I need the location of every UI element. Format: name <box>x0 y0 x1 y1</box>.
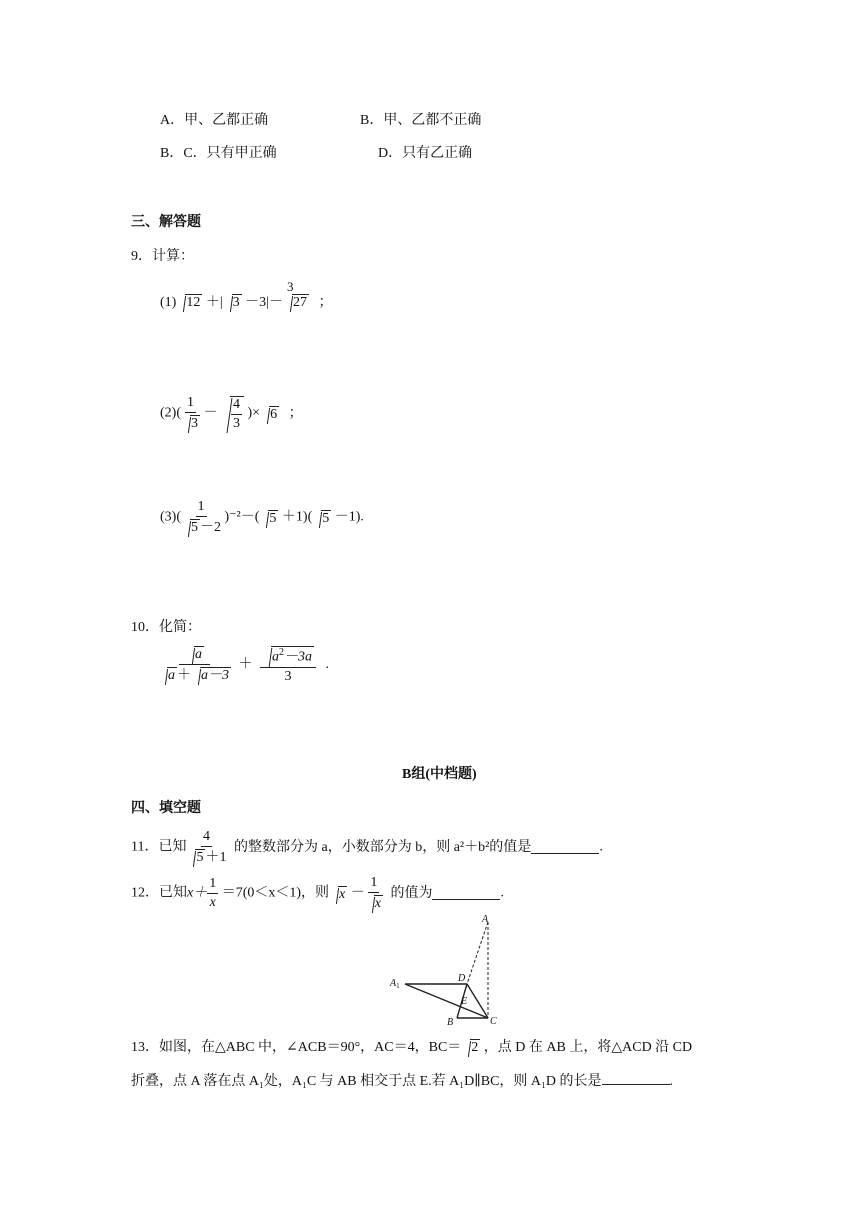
fraction-sqrt-a: $\frac{a}{a + a-3}$ <box>158 646 231 683</box>
question-9-part-1 <box>160 279 333 310</box>
minus: － <box>350 885 365 901</box>
question-12-condition: ＝7(0＜x＜1)，则 <box>221 885 330 901</box>
question-13-line-1 <box>131 1039 692 1055</box>
part-label: (1) <box>160 295 177 310</box>
label-E: E <box>461 996 468 1007</box>
question-12-end: . <box>500 885 504 901</box>
fraction-1-over-sqrt5-minus-2: $\frac{1}{5 -2}$ <box>181 500 221 535</box>
label-A1: $A_1$ <box>390 978 400 990</box>
option-c: B．C．只有甲正确 <box>160 146 277 161</box>
sqrt-x: x <box>329 886 347 902</box>
sqrt-6: 6 <box>260 406 279 422</box>
abs-close: －3|－ <box>245 295 283 310</box>
group-b-title: B组(中档题) <box>402 767 477 782</box>
question-10-expression <box>158 646 329 684</box>
section-title-3: 三、解答题 <box>131 215 201 230</box>
var-x: x＋ <box>187 885 208 901</box>
sqrt-5: 5 <box>312 510 331 526</box>
question-9-part-3 <box>160 500 364 535</box>
sqrt-12: 12 <box>176 294 202 310</box>
fraction-1-over-sqrt-x: $\frac{1}{x}$ <box>365 876 383 911</box>
question-13-text-b: ，点 D 在 AB 上，将△ACD 沿 CD <box>483 1040 693 1055</box>
sqrt-5: 5 <box>259 510 278 526</box>
question-9-stem: 9．计算： <box>131 249 194 264</box>
abs-open: ＋| <box>205 295 223 310</box>
sqrt-4-over-3: $\frac{4}{3}$ <box>221 396 244 431</box>
times: )× <box>247 405 261 421</box>
plus-one: ＋1)( <box>281 509 313 525</box>
question-9-part-2 <box>160 396 303 431</box>
part-end: －1). <box>334 509 364 525</box>
label-B: B <box>447 1017 454 1028</box>
question-13-text-a: 13．如图，在△ABC 中，∠ACB＝90°，AC＝4，BC＝ <box>131 1040 462 1055</box>
fraction-1-over-x: $\frac{1}{x}$ <box>209 876 217 910</box>
part-label: (3)( <box>160 509 181 525</box>
label-A: A <box>482 914 489 925</box>
question-13-line-2 <box>131 1072 673 1089</box>
dashed-AD <box>467 922 488 984</box>
question-13-end: . <box>669 1074 674 1089</box>
option-a: A．甲、乙都正确 <box>160 113 269 128</box>
section-title-4: 四、填空题 <box>131 801 201 816</box>
option-b: B．甲、乙都不正确 <box>360 113 482 128</box>
question-11 <box>131 830 603 865</box>
part-end: ； <box>288 405 303 421</box>
answer-blank[interactable] <box>432 887 500 900</box>
label-C: C <box>490 1016 497 1027</box>
question-11-text: 的整数部分为 a，小数部分为 b，则 a²＋b²的值是 <box>233 839 532 855</box>
answer-blank[interactable] <box>531 841 599 854</box>
sqrt-2: 2 <box>461 1039 480 1055</box>
plus: ＋ <box>238 656 253 672</box>
option-d: D．只有乙正确 <box>378 146 473 161</box>
question-10-stem: 10．化简： <box>131 620 201 635</box>
question-11-end: . <box>599 839 603 855</box>
question-12-prefix: 12．已知 <box>131 885 187 901</box>
question-13-text-c: 折叠，点 A 落在点 A₁处，A₁C 与 AB 相交于点 E.若 A₁D∥BC，则 A₁D 的长是 <box>131 1074 602 1089</box>
segment-DC <box>467 984 488 1018</box>
fraction-1-over-sqrt3: $\frac{1}{3}$ <box>181 396 200 431</box>
sqrt-3: 3 <box>223 294 242 310</box>
part-end: ； <box>318 295 333 310</box>
question-12 <box>131 876 504 911</box>
answer-blank[interactable] <box>602 1072 670 1085</box>
label-D: D <box>458 973 466 984</box>
question-12-text: 的值为 <box>390 885 433 901</box>
expression-end: . <box>325 656 329 672</box>
part-label: (2)( <box>160 405 181 421</box>
cube-root-27: 3 27 <box>283 294 309 310</box>
question-11-prefix: 11．已知 <box>131 839 187 855</box>
fraction-sqrt-a2-3a: $\frac{a^2-3a}{3}$ <box>260 646 316 684</box>
fraction-4-over-sqrt5-plus-1: $\frac{4}{5 +1}$ <box>186 830 226 865</box>
minus: － <box>203 405 218 421</box>
segment-A1C <box>405 984 488 1018</box>
exponent-minus-2: )⁻²－( <box>224 509 260 525</box>
geometry-figure <box>385 912 500 1032</box>
